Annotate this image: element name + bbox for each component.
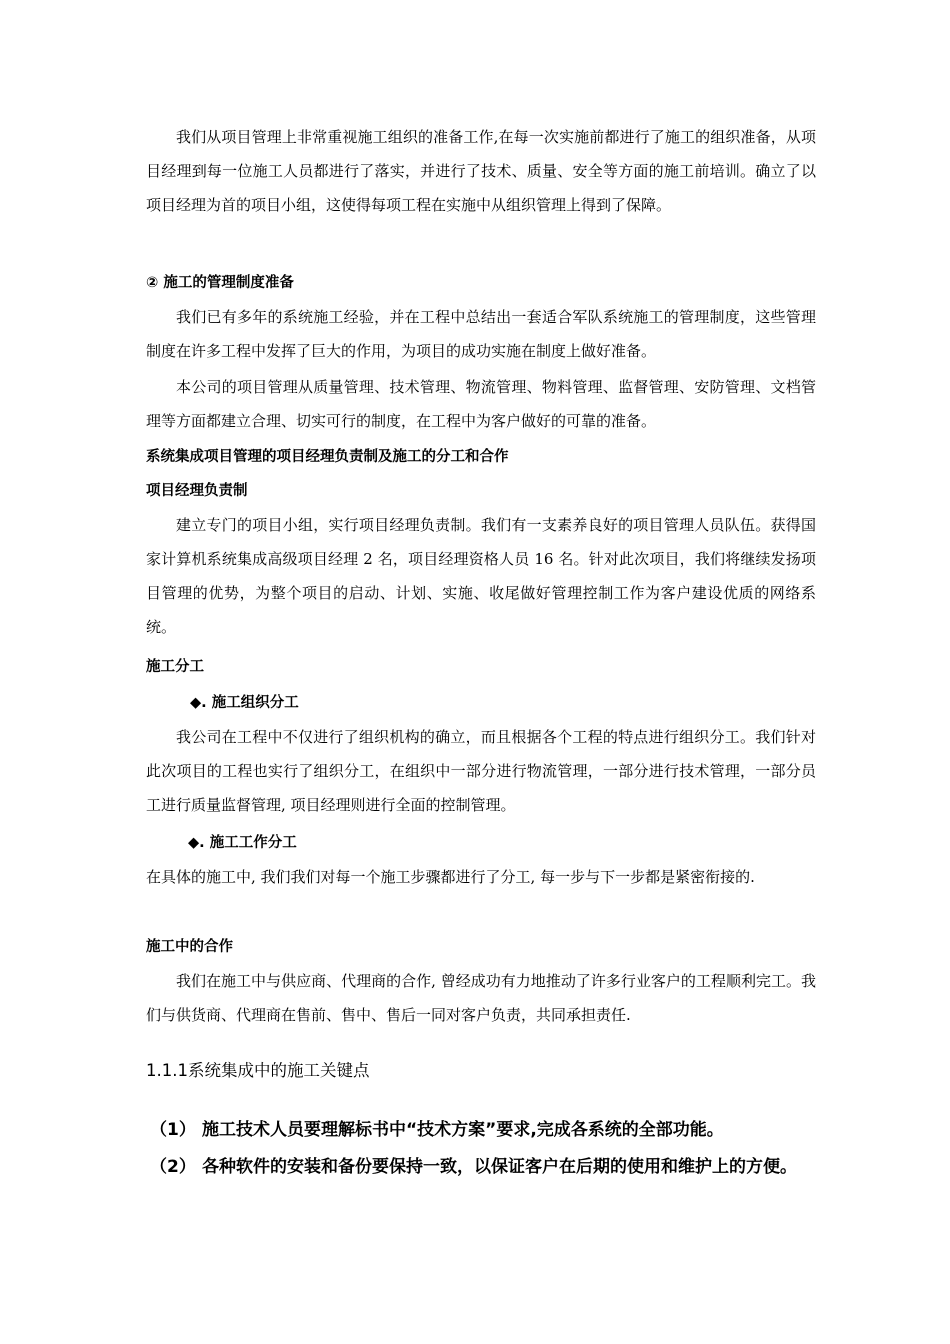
paragraph-mgmt-scope: 本公司的项目管理从质量管理、技术管理、物流管理、物料管理、监督管理、安防管理、文档管理等方面都建立合理、切实可行的制度，在工程中为客户做好的可靠的准备。	[146, 378, 816, 430]
heading-mgmt-system: ② 施工的管理制度准备	[146, 275, 294, 291]
heading-cooperation: 施工中的合作	[146, 939, 233, 955]
paragraph-cooperation: 我们在施工中与供应商、代理商的合作, 曾经成功有力地推动了许多行业客户的工程顺利完工。我们与供货商、代理商在售前、售中、售后一同对客户负责，共同承担责任.	[146, 972, 816, 1024]
paragraph-org-division: 我公司在工程中不仅进行了组织机构的确立，而且根据各个工程的特点进行组织分工。我们针对此次项目的工程也实行了组织分工，在组织中一部分进行物流管理，一部分进行技术管理，一部分员工进行质量监督管理, 项目经理则进行全面的控制管理。	[146, 728, 816, 814]
section-heading-key-points: 1.1.1系统集成中的施工关键点	[146, 1061, 370, 1080]
paragraph-project-team: 建立专门的项目小组，实行项目经理负责制。我们有一支素养良好的项目管理人员队伍。获得国家计算机系统集成高级项目经理 2 名，项目经理资格人员 16 名。针对此次项目，我们将继续发扬项目管理的优势，为整个项目的启动、计划、实施、收尾做好管理控制工作为客户建设优质的网络系统。	[146, 516, 816, 636]
key-point-number: （1）	[150, 1120, 196, 1140]
paragraph-org-prep: 我们从项目管理上非常重视施工组织的准备工作,在每一次实施前都进行了施工的组织准备，从项目经理到每一位施工人员都进行了落实，并进行了技术、质量、安全等方面的施工前培训。确立了以项目经理为首的项目小组，这使得每项工程在实施中从组织管理上得到了保障。	[146, 128, 816, 214]
heading-system-integration: 系统集成项目管理的项目经理负责制及施工的分工和合作	[146, 449, 509, 465]
heading-division: 施工分工	[146, 659, 204, 675]
heading-work-division: ◆. 施工工作分工	[188, 835, 297, 851]
paragraph-mgmt-experience: 我们已有多年的系统施工经验，并在工程中总结出一套适合军队系统施工的管理制度，这些管理制度在许多工程中发挥了巨大的作用，为项目的成功实施在制度上做好准备。	[146, 308, 816, 360]
key-point-text: 施工技术人员要理解标书中“技术方案”要求,完成各系统的全部功能。	[202, 1120, 724, 1140]
key-point-number: （2）	[150, 1157, 196, 1177]
heading-org-division: ◆. 施工组织分工	[190, 695, 299, 711]
paragraph-work-division: 在具体的施工中, 我们我们对每一个施工步骤都进行了分工, 每一步与下一步都是紧密衔接的.	[146, 868, 755, 886]
key-point-text: 各种软件的安装和备份要保持一致，以保证客户在后期的使用和维护上的方便。	[202, 1157, 797, 1177]
heading-project-manager: 项目经理负责制	[146, 483, 248, 499]
